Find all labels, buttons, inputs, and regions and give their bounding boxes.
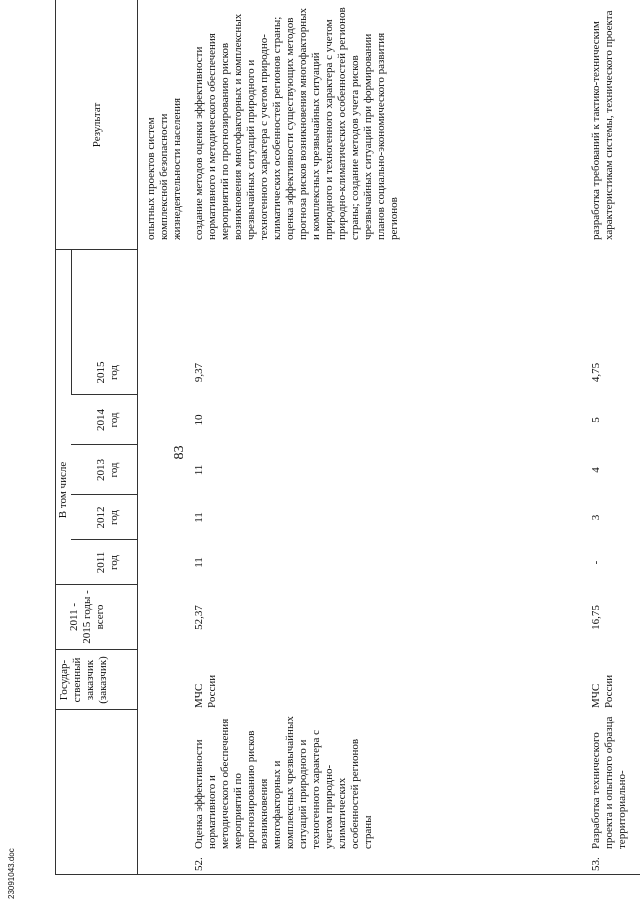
row-53-number: 53. bbox=[590, 857, 602, 871]
row-52-total: 52,37 bbox=[193, 605, 205, 630]
row-53-2013: 4 bbox=[590, 467, 602, 473]
header-2015: 2015 год bbox=[95, 361, 120, 384]
row-53-2012: 3 bbox=[590, 514, 602, 521]
header-2014: 2014 год bbox=[95, 409, 120, 431]
header-bottom-border bbox=[137, 0, 138, 875]
header-2011: 2011 год bbox=[95, 551, 120, 574]
row-52-result: создание методов оценки эффективности нормативного и методического обеспечения мероприятий по прогнозированию рисков возникновения многофакторных и комплексных чрезвычайных ситуаций природного и техногенного характера с учетом природно-климатических особенностей регионов страны; оценка эффективности существующих методов прогноза рисков возникновения многофакторных и комплексных чрезвычайных ситуаций природного и техногенного характера с учетом природно-климатических особенностей регионов страны; создание методов учета рисков чрезвычайных ситуаций при формировании планов социально-экономического развития регионов bbox=[193, 7, 400, 240]
page-number: 83 bbox=[172, 445, 187, 460]
row-52-2015: 9,37 bbox=[193, 362, 205, 383]
row-52-number: 52. bbox=[193, 857, 205, 871]
row-52-2012: 11 bbox=[193, 512, 205, 523]
table-top-border bbox=[55, 0, 56, 875]
row-52-2011: 11 bbox=[193, 557, 205, 568]
col-divider-customer bbox=[55, 649, 137, 650]
row-53-2014: 5 bbox=[590, 417, 602, 423]
header-result: Результат bbox=[91, 102, 103, 148]
row-53-total: 16,75 bbox=[590, 605, 602, 630]
row-53-result: разработка требований к тактико-техническим характеристикам системы, технического проекта bbox=[590, 10, 615, 240]
header-total: 2011 - 2015 годы - всего bbox=[68, 590, 106, 644]
col-divider-name bbox=[55, 709, 137, 710]
row-53-2015: 4,75 bbox=[590, 362, 602, 383]
including-divider bbox=[71, 250, 72, 395]
row-52-name: Оценка эффективности нормативного и методического обеспечения мероприятий по прогнозированию рисков возникновения многофакторных и комплексных чрезвычайных ситуаций природного и техногенного характера с учетом природно-климатических особенностей регионов страны bbox=[193, 716, 374, 849]
row-53-2011: - bbox=[590, 560, 602, 565]
row-52-customer: МЧС России bbox=[193, 674, 218, 708]
row-53-customer: МЧС России bbox=[590, 674, 615, 708]
document-id: 23091043.doc bbox=[7, 848, 16, 899]
header-customer: Государ- ственный заказчик (заказчик) bbox=[58, 656, 109, 704]
header-2012: 2012 год bbox=[95, 506, 120, 529]
row-52-2013: 11 bbox=[193, 464, 205, 476]
header-including: В том числе bbox=[57, 461, 69, 519]
row-53-name: Разработка технического проекта и опытного образца территориально- bbox=[590, 716, 628, 849]
carryover-result: опытных проектов систем комплексной безопасности жизнедеятельности населения bbox=[145, 97, 183, 240]
budget-table bbox=[55, 0, 640, 875]
table-left-border bbox=[55, 874, 640, 875]
row-52-2014: 10 bbox=[193, 414, 205, 426]
header-2013: 2013 год bbox=[95, 459, 120, 481]
